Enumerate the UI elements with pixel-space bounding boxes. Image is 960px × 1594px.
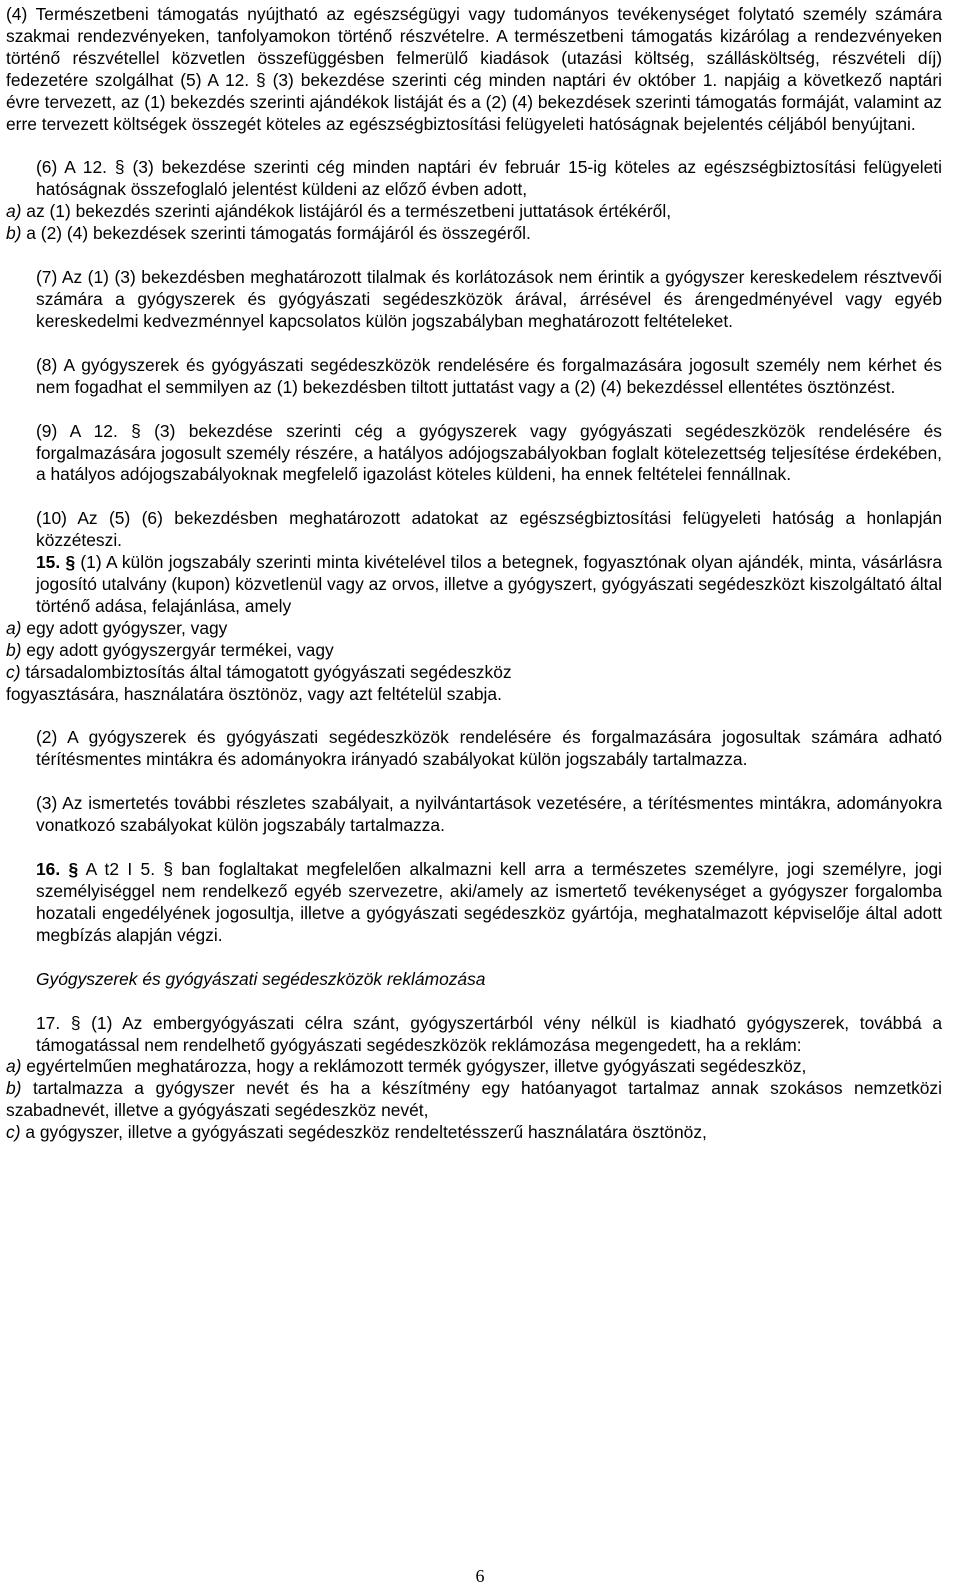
section-15-paragraph-3: (3) Az ismertetés további részletes szabályait, a nyilvántartások vezetésére, a térítésmentes mintákra, adományokra vonatkozó szabályokat külön jogszabály tartalmazza. <box>36 793 942 836</box>
section-text: A t2 I 5. § ban foglaltakat megfelelően alkalmazni kell arra a természetes személyre, jogi személyre, jogi személyiséggel nem rendelkező egyéb szervezetre, aki/amely az ismertető tevékenységet a gyógyszer forgalomba hozatali engedélyének jogosultja, illetve a gyógyászati segédeszköz gyártója, meghatalmazott képviselője által adott megbízás alapján végzi. <box>36 859 942 945</box>
section-17-intro: 17. § (1) Az embergyógyászati célra szánt, gyógyszertárból vény nélkül is kiadható gyógyszerek, továbbá a támogatással nem rendelhető gyógyászati segédeszközök reklámozása megengedett, ha a reklám: <box>36 1012 942 1055</box>
list-letter: a) <box>6 617 22 638</box>
section-16 <box>6 859 942 947</box>
section-17 <box>6 1013 942 1144</box>
paragraph-6 <box>6 157 942 245</box>
list-text: egy adott gyógyszer, vagy <box>21 617 228 638</box>
list-item <box>6 1078 942 1122</box>
paragraph-text: (4) Természetbeni támogatás nyújtható az egészségügyi vagy tudományos tevékenységet folytató személy számára szakmai rendezvényeken, tanfolyamokon történő részvételre. A természetbeni támogatás kizárólag a rendezvényeken történő részvétellel közvetlen összefüggésben felmerülő kiadások (utazási költség, szállásköltség, részvételi díj) fedezetére szolgálhat (5) A 12. § (3) bekezdése szerinti cég minden naptári év október 1. napjáig a következő naptári évre tervezett, az (1) bekezdés szerinti ajándékok listáját és a (2) (4) bekezdések szerinti támogatás formáját, valamint az erre tervezett költségek összegét köteles az egészségbiztosítási felügyeleti hatóságnak bejelentés céljából benyújtani. <box>6 4 942 134</box>
section-15-paragraph-2: (2) A gyógyszerek és gyógyászati segédeszközök rendelésére és forgalmazására jogosultak számára adható térítésmentes mintákra és adományokra irányadó szabályokat külön jogszabály tartalmazza. <box>36 727 942 770</box>
list-text: egyértelműen meghatározza, hogy a reklámozott termék gyógyszer, illetve gyógyászati segédeszköz, <box>21 1056 807 1077</box>
paragraph-7: (7) Az (1) (3) bekezdésben meghatározott tilalmak és korlátozások nem érintik a gyógyszer kereskedelem résztvevői számára a gyógyszerek és gyógyászati segédeszközök árával, árrésével és árengedményével vagy egyéb kereskedelmi kedvezménnyel kapcsolatos külön jogszabályban meghatározott feltételeket. <box>36 267 942 331</box>
list-text: társadalombiztosítás által támogatott gyógyászati segédeszköz <box>20 661 512 682</box>
list-letter: c) <box>6 661 21 682</box>
list-letter: b) <box>6 223 22 244</box>
section-text: (1) A külön jogszabály szerinti minta kivételével tilos a betegnek, fogyasztónak olyan ajándék, minta, vásárlásra jogosító utalvány (kupon) közvetlenül vagy az orvos, illetve a gyógyszert, gyógyászati segédeszközt kiszolgáltató által történő adása, felajánlása, amely <box>36 552 942 616</box>
list-text: a gyógyszer, illetve a gyógyászati segédeszköz rendeltetésszerű használatára ösztönöz, <box>20 1122 707 1143</box>
section-number: 15. § <box>36 552 76 573</box>
list-item <box>6 618 942 640</box>
section-heading: Gyógyszerek és gyógyászati segédeszközök reklámozása <box>36 968 486 989</box>
list-letter: a) <box>6 201 22 222</box>
list-letter: a) <box>6 1056 22 1077</box>
section-15-tail: fogyasztására, használatára ösztönöz, vagy azt feltételül szabja. <box>6 683 502 704</box>
list-text: az (1) bekezdés szerinti ajándékok listájáról és a természetbeni juttatások értékéről, <box>21 201 672 222</box>
list-letter: b) <box>6 639 22 660</box>
list-item <box>6 640 942 662</box>
paragraph-4-5 <box>6 4 942 135</box>
list-item <box>6 662 942 684</box>
document-page <box>6 4 942 1144</box>
list-item <box>6 1056 942 1078</box>
paragraph-6-intro: (6) A 12. § (3) bekezdése szerinti cég minden naptári év február 15-ig köteles az egészségbiztosítási felügyeleti hatóságnak összefoglaló jelentést küldeni az előző évben adott, <box>36 157 942 200</box>
paragraph-8: (8) A gyógyszerek és gyógyászati segédeszközök rendelésére és forgalmazására jogosult személy nem kérhet és nem fogadhat el semmilyen az (1) bekezdésben tiltott juttatást vagy a (2) (4) bekezdéssel ellentétes ösztönzést. <box>36 354 942 397</box>
paragraph-10: (10) Az (5) (6) bekezdésben meghatározott adatokat az egészségbiztosítási felügyeleti hatóság a honlapján közzéteszi. <box>36 508 942 551</box>
page-number: 6 <box>475 1566 485 1586</box>
list-item <box>6 1122 942 1144</box>
list-letter: c) <box>6 1122 21 1143</box>
list-item <box>6 223 942 245</box>
section-15-intro <box>6 552 942 618</box>
list-text: a (2) (4) bekezdések szerinti támogatás formájáról és összegéről. <box>21 223 531 244</box>
list-letter: b) <box>6 1078 22 1099</box>
list-text: tartalmazza a gyógyszer nevét és ha a készítmény egy hatóanyagot tartalmaz annak szokásos nemzetközi szabadnevét, illetve a gyógyászati segédeszköz nevét, <box>6 1078 942 1121</box>
paragraph-9: (9) A 12. § (3) bekezdése szerinti cég a gyógyszerek vagy gyógyászati segédeszközök rendelésére és forgalmazására jogosult személy részére, a hatályos adójogszabályokban foglalt kötelezettség teljesítése érdekében, a hatályos adójogszabályoknak megfelelő igazolást köteles küldeni, ha ennek feltételei fennállnak. <box>36 420 942 485</box>
list-text: egy adott gyógyszergyár termékei, vagy <box>21 639 334 660</box>
section-number: 16. § <box>36 859 79 880</box>
list-item <box>6 201 942 223</box>
section-15 <box>6 552 942 705</box>
